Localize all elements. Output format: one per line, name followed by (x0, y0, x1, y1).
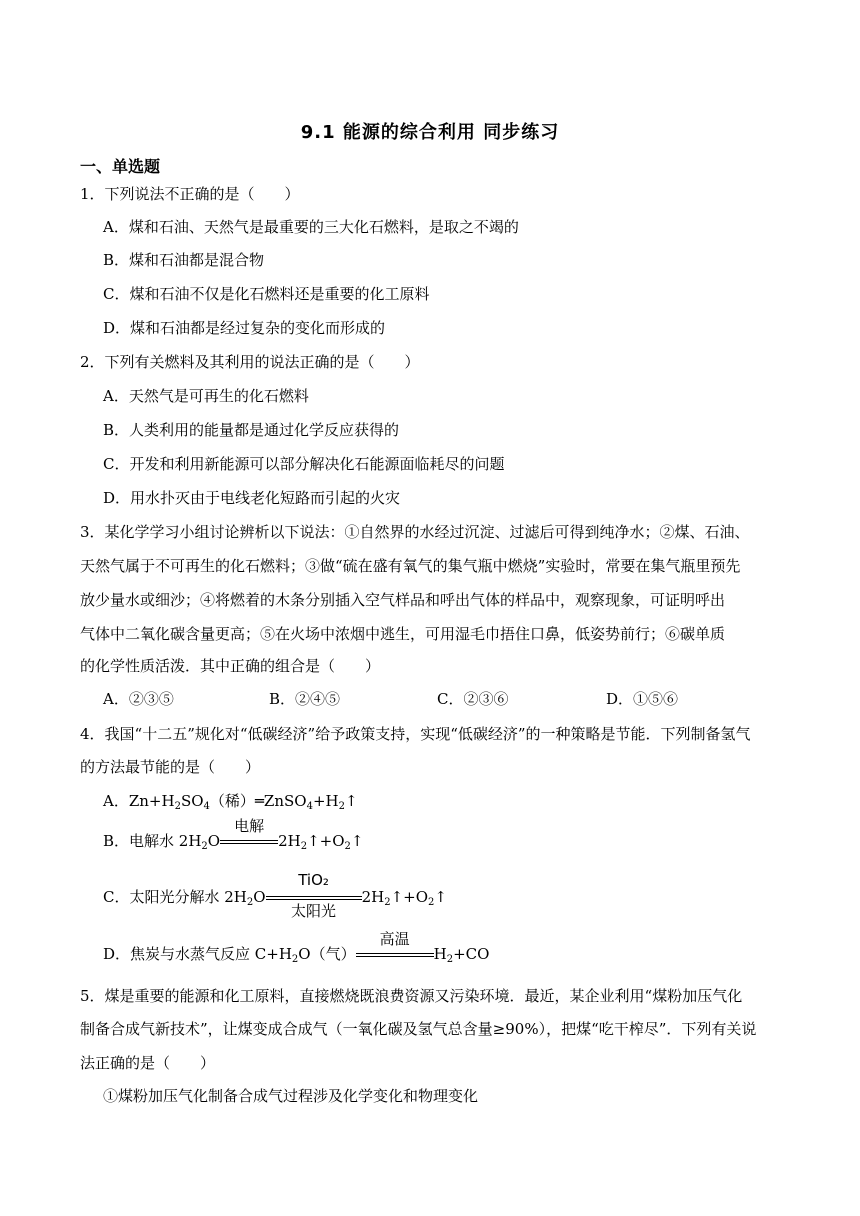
question-3-option-c: C．②③⑥ (437, 690, 509, 708)
question-4-option-c: C．太阳光分解水 $2H_2O$ TiO₂ 太阳光 $2H_2↑+O_2↑$ (103, 871, 447, 920)
question-3-option-a: A．②③⑤ (103, 690, 174, 708)
reaction-condition-high-temperature: 高温 (356, 945, 434, 965)
question-2-stem: 2．下列有关燃料及其利用的说法正确的是（ ） (80, 353, 420, 371)
section-heading: 一、单选题 (80, 157, 161, 176)
question-2-option-b: B．人类利用的能量都是通过化学反应获得的 (103, 421, 400, 439)
question-4-option-a: A．$Zn+H_2SO_4$（稀）$═ZnSO_4+H_2↑$ (103, 792, 358, 812)
question-2-option-d: D．用水扑灭由于电线老化短路而引起的火灾 (103, 489, 401, 507)
question-2-option-c: C．开发和利用新能源可以部分解决化石能源面临耗尽的问题 (103, 455, 505, 473)
question-4-line-2: 的方法最节能的是（ ） (80, 758, 261, 776)
question-3-option-b: B．②④⑤ (269, 690, 341, 708)
question-3-line-4: 气体中二氧化碳含量更高；⑤在火场中浓烟中逃生，可用湿毛巾捂住口鼻，低姿势前行；⑥碳单质 (80, 625, 726, 643)
question-4-option-b: B．电解水 $2H_2O$ 电解 $2H_2↑+O_2↑$ (103, 817, 364, 852)
question-1-option-c: C．煤和石油不仅是化石燃料还是重要的化工原料 (103, 285, 430, 303)
question-4-line-1: 4．我国“十二五”规化对“低碳经济”给予政策支持，实现“低碳经济”的一种策略是节能．下列制备氢气 (80, 725, 751, 743)
question-3-line-5: 的化学性质活泼．其中正确的组合是（ ） (80, 657, 381, 675)
reaction-condition-electrolysis: 电解 (220, 832, 278, 852)
question-5-line-2: 制备合成气新技术”，让煤变成合成气（一氧化碳及氢气总含量≥90%），把煤“吃干榨尽”．下列有关说 (80, 1020, 757, 1038)
question-1-option-d: D．煤和石油都是经过复杂的变化而形成的 (103, 319, 386, 337)
question-5-line-1: 5．煤是重要的能源和化工原料，直接燃烧既浪费资源又污染环境．最近，某企业利用“煤粉加压气化 (80, 987, 743, 1005)
question-5-item-1: ①煤粉加压气化制备合成气过程涉及化学变化和物理变化 (103, 1087, 479, 1105)
reaction-condition-sunlight: TiO₂ 太阳光 (266, 888, 362, 908)
question-5-line-3: 法正确的是（ ） (80, 1054, 216, 1072)
page-title: 9.1 能源的综合利用 同步练习 (300, 122, 560, 143)
question-1-option-a: A．煤和石油、天然气是最重要的三大化石燃料，是取之不竭的 (103, 218, 519, 236)
question-3-line-3: 放少量水或细沙；④将燃着的木条分别插入空气样品和呼出气体的样品中，观察现象，可证明呼出 (80, 591, 726, 609)
question-1-stem: 1．下列说法不正确的是（ ） (80, 185, 300, 203)
question-2-option-a: A．天然气是可再生的化石燃料 (103, 387, 309, 405)
question-3-option-d: D．①⑤⑥ (606, 690, 679, 708)
question-4-option-d: D．焦炭与水蒸气反应 $C+H_2O$（气） 高温 $H_2+CO$ (103, 930, 490, 965)
question-1-option-b: B．煤和石油都是混合物 (103, 251, 265, 269)
question-3-line-2: 天然气属于不可再生的化石燃料；③做“硫在盛有氧气的集气瓶中燃烧”实验时，常要在集气瓶里预先 (80, 557, 741, 575)
question-3-line-1: 3．某化学学习小组讨论辨析以下说法：①自然界的水经过沉淀、过滤后可得到纯净水；②煤、石油、 (80, 523, 750, 541)
